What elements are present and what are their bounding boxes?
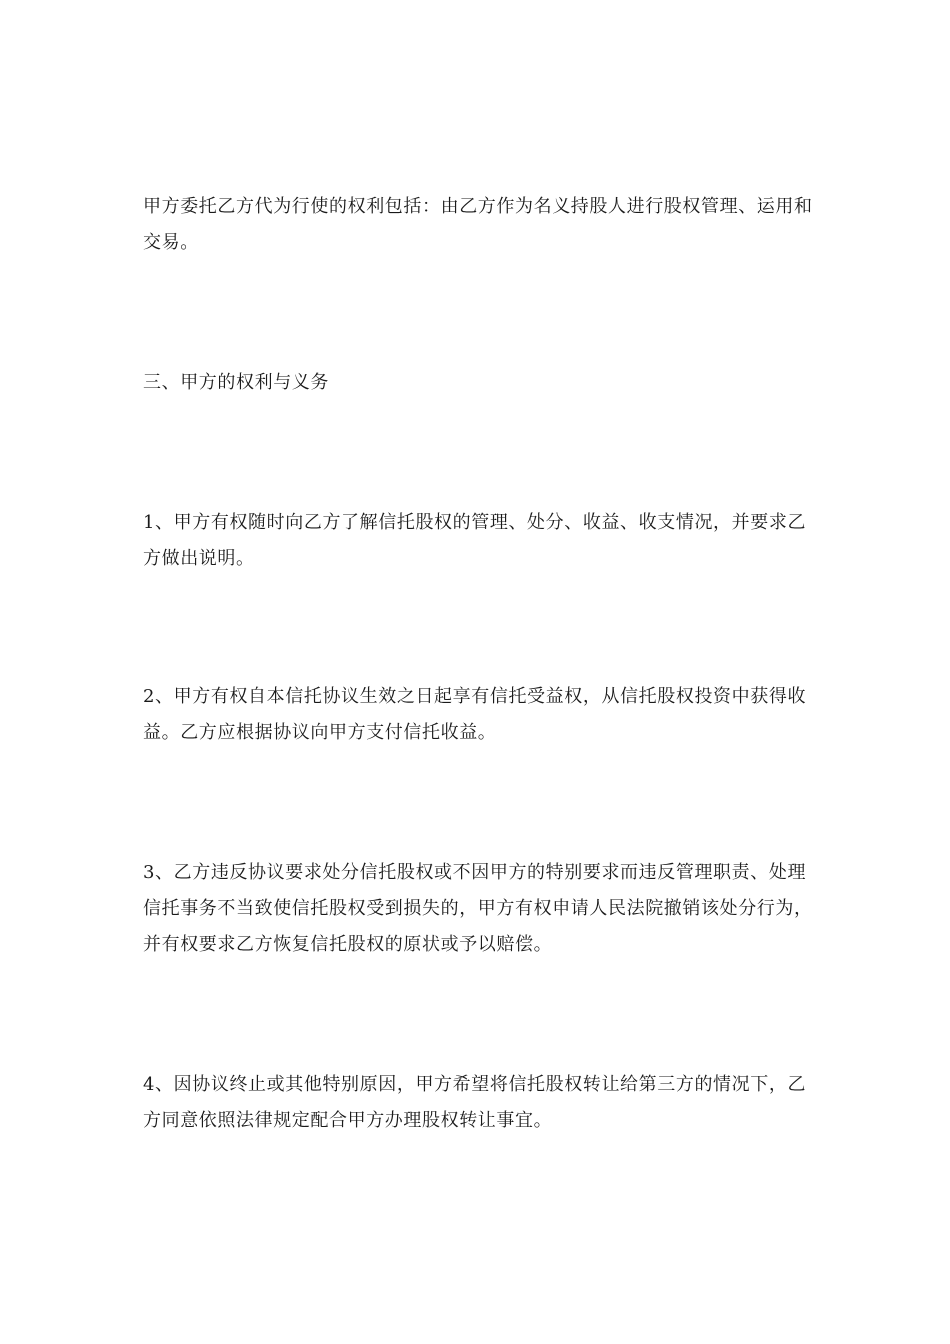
paragraph-entrusted-rights: 甲方委托乙方代为行使的权利包括：由乙方作为名义持股人进行股权管理、运用和交易。 xyxy=(143,196,813,253)
clause-3: 3、乙方违反协议要求处分信托股权或不因甲方的特别要求而违反管理职责、处理信托事务不当致使信托股权受到损失的，甲方有权申请人民法院撤销该处分行为，并有权要求乙方恢复信托股权的原状或予以赔偿。 xyxy=(143,862,813,955)
clause-2: 2、甲方有权自本信托协议生效之日起享有信托受益权，从信托股权投资中获得收益。乙方应根据协议向甲方支付信托收益。 xyxy=(143,686,807,743)
clause-1: 1、甲方有权随时向乙方了解信托股权的管理、处分、收益、收支情况，并要求乙方做出说明。 xyxy=(143,512,807,569)
clause-4: 4、因协议终止或其他特别原因，甲方希望将信托股权转让给第三方的情况下，乙方同意依照法律规定配合甲方办理股权转让事宜。 xyxy=(143,1074,807,1131)
section-heading-rights-obligations: 三、甲方的权利与义务 xyxy=(143,372,329,393)
